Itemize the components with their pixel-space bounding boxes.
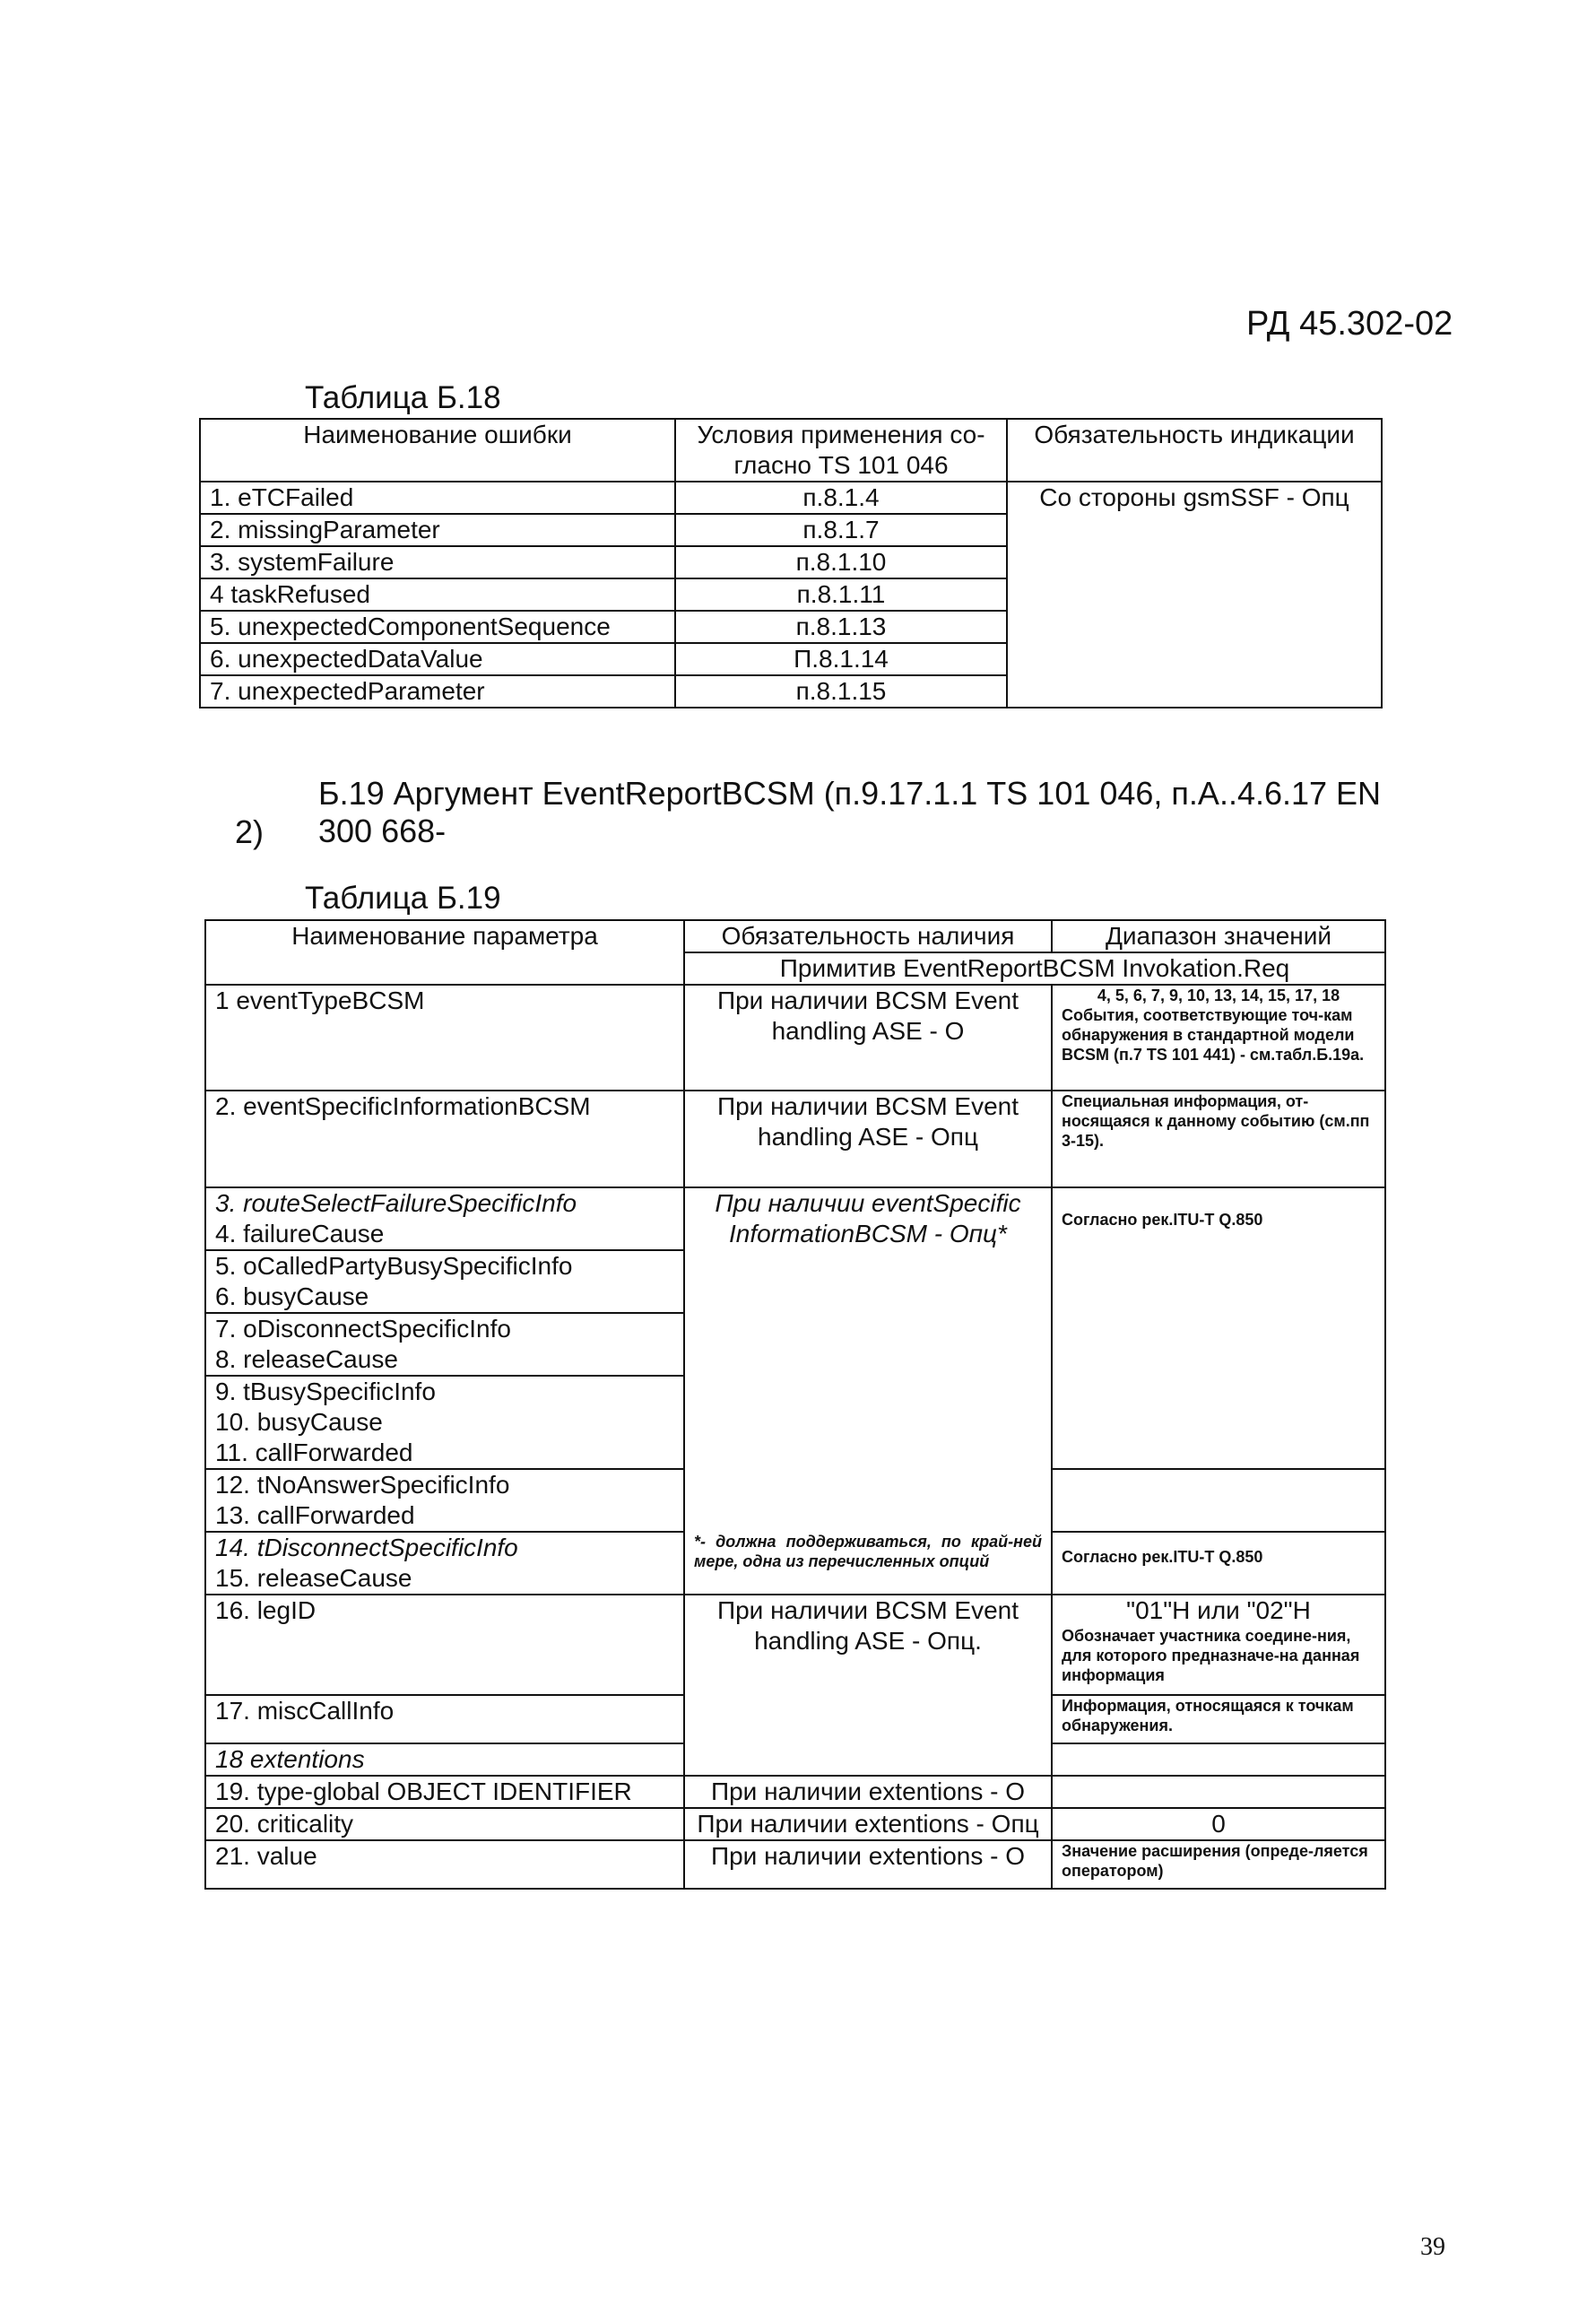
table-18-caption: Таблица Б.18 xyxy=(305,380,501,415)
param-range xyxy=(1052,1595,1385,1695)
param-name: 7. oDisconnectSpecificInfo xyxy=(215,1315,511,1343)
param-name: 10. busyCause xyxy=(215,1408,383,1436)
table-18 xyxy=(199,418,1383,708)
param-range xyxy=(1052,985,1385,1091)
document-code-header: РД 45.302-02 xyxy=(1246,305,1453,343)
section-heading: Б.19 Аргумент EventReportBCSM (п.9.17.1.1 TS 101 046, п.А..4.6.17 EN 300 668- xyxy=(318,775,1382,849)
range-values: "01"H или "02"H xyxy=(1126,1596,1311,1624)
footnote: *- должна поддерживаться, по край-ней мере, одна из перечисленных опций xyxy=(694,1533,1042,1570)
error-condition: п.8.1.7 xyxy=(675,514,1007,546)
param-name: 2. eventSpecificInformationBCSM xyxy=(205,1091,684,1187)
table-19-head-name: Наименование параметра xyxy=(205,920,684,985)
footnote-cell xyxy=(684,1532,1052,1595)
table-row xyxy=(205,1091,1385,1187)
error-name: 1. eTCFailed xyxy=(200,482,675,514)
table-row xyxy=(200,482,1382,514)
param-presence: При наличии BCSM Event handling ASE - Опц xyxy=(684,1091,1052,1187)
table-18-head-name: Наименование ошибки xyxy=(200,419,675,482)
param-name-group xyxy=(205,1187,684,1250)
param-presence: При наличии extentions - Опц xyxy=(684,1808,1052,1840)
table-row xyxy=(205,985,1385,1091)
param-presence: При наличии BCSM Event handling ASE - Опц. xyxy=(684,1595,1052,1776)
table-row xyxy=(205,1595,1385,1695)
param-name: 1 eventTypeBCSM xyxy=(205,985,684,1091)
primitive-label: Примитив EventReportBCSM Invokation.Req xyxy=(684,952,1385,985)
table-row xyxy=(205,1187,1385,1250)
table-18-head-conditions: Условия применения со-гласно TS 101 046 xyxy=(675,419,1007,482)
param-name: 3. routeSelectFailureSpecificInfo xyxy=(215,1189,577,1217)
error-condition: п.8.1.10 xyxy=(675,546,1007,578)
param-name-group xyxy=(205,1376,684,1469)
error-name: 6. unexpectedDataValue xyxy=(200,643,675,675)
param-range: Значение расширения (опреде-ляется оператором) xyxy=(1052,1840,1385,1889)
range-description: События, соответствующие точ-кам обнаружения в стандартной модели BCSM (п.7 TS 101 441) - см.табл.Б.19а. xyxy=(1062,1006,1365,1064)
range-values: 4, 5, 6, 7, 9, 10, 13, 14, 15, 17, 18 xyxy=(1097,987,1340,1004)
param-name: 4. failureCause xyxy=(215,1220,385,1247)
param-name: 19. type-global OBJECT IDENTIFIER xyxy=(205,1776,684,1808)
param-name-group xyxy=(205,1469,684,1532)
table-row xyxy=(205,1808,1385,1840)
param-range: Информация, относящаяся к точкам обнаружения. xyxy=(1052,1695,1385,1743)
param-range xyxy=(1052,1532,1385,1595)
param-name: 9. tBusySpecificInfo xyxy=(215,1378,436,1405)
table-18-head-indication: Обязательность индикации xyxy=(1007,419,1382,482)
param-range: 0 xyxy=(1052,1808,1385,1840)
param-name: 5. oCalledPartyBusySpecificInfo xyxy=(215,1252,573,1280)
param-name: 12. tNoAnswerSpecificInfo xyxy=(215,1471,510,1499)
error-name: 5. unexpectedComponentSequence xyxy=(200,611,675,643)
param-name-group xyxy=(205,1313,684,1376)
table-19-header-row xyxy=(205,920,1385,952)
range-empty xyxy=(1052,1743,1385,1776)
error-condition: п.8.1.11 xyxy=(675,578,1007,611)
table-row xyxy=(205,1776,1385,1808)
param-name: 13. callForwarded xyxy=(215,1501,415,1529)
param-name: 17. miscCallInfo xyxy=(205,1695,684,1743)
range-description: Обозначает участника соедине-ния, для которого предназначе-на данная информация xyxy=(1062,1627,1360,1684)
param-name: 15. releaseCause xyxy=(215,1564,412,1592)
param-name: 18 extentions xyxy=(205,1743,684,1776)
table-19-head-range: Диапазон значений xyxy=(1052,920,1385,952)
param-name: 21. value xyxy=(205,1840,684,1889)
error-condition: п.8.1.4 xyxy=(675,482,1007,514)
param-name: 8. releaseCause xyxy=(215,1345,398,1373)
table-row xyxy=(205,1532,1385,1595)
param-presence: При наличии eventSpecific InformationBCSM - Опц* xyxy=(684,1187,1052,1532)
error-name: 7. unexpectedParameter xyxy=(200,675,675,708)
range-empty xyxy=(1052,1376,1385,1469)
range-text: Согласно рек.ITU-T Q.850 xyxy=(1062,1548,1263,1566)
param-name: 11. callForwarded xyxy=(215,1438,413,1466)
indication-cell: Со стороны gsmSSF - Опц xyxy=(1007,482,1382,708)
table-18-header-row xyxy=(200,419,1382,482)
param-presence: При наличии extentions - O xyxy=(684,1776,1052,1808)
section-heading-continuation: 2) xyxy=(235,813,265,850)
param-range: Специальная информация, от-носящаяся к данному событию (см.пп 3-15). xyxy=(1052,1091,1385,1187)
table-19-caption: Таблица Б.19 xyxy=(305,881,501,916)
range-empty xyxy=(1052,1469,1385,1532)
param-presence: При наличии extentions - O xyxy=(684,1840,1052,1889)
param-name: 20. criticality xyxy=(205,1808,684,1840)
table-19 xyxy=(204,919,1386,1890)
range-empty xyxy=(1052,1776,1385,1808)
error-condition: п.8.1.15 xyxy=(675,675,1007,708)
param-name: 14. tDisconnectSpecificInfo xyxy=(215,1534,518,1561)
error-condition: п.8.1.13 xyxy=(675,611,1007,643)
param-name: 6. busyCause xyxy=(215,1282,369,1310)
param-name: 16. legID xyxy=(205,1595,684,1695)
table-19-head-presence: Обязательность наличия xyxy=(684,920,1052,952)
error-name: 4 taskRefused xyxy=(200,578,675,611)
range-text: Согласно рек.ITU-T Q.850 xyxy=(1062,1211,1263,1229)
error-name: 2. missingParameter xyxy=(200,514,675,546)
error-condition: П.8.1.14 xyxy=(675,643,1007,675)
param-name-group xyxy=(205,1532,684,1595)
param-range xyxy=(1052,1187,1385,1376)
table-row xyxy=(205,1840,1385,1889)
page-number: 39 xyxy=(1420,2233,1445,2261)
error-name: 3. systemFailure xyxy=(200,546,675,578)
param-name-group xyxy=(205,1250,684,1313)
param-presence: При наличии BCSM Event handling ASE - O xyxy=(684,985,1052,1091)
